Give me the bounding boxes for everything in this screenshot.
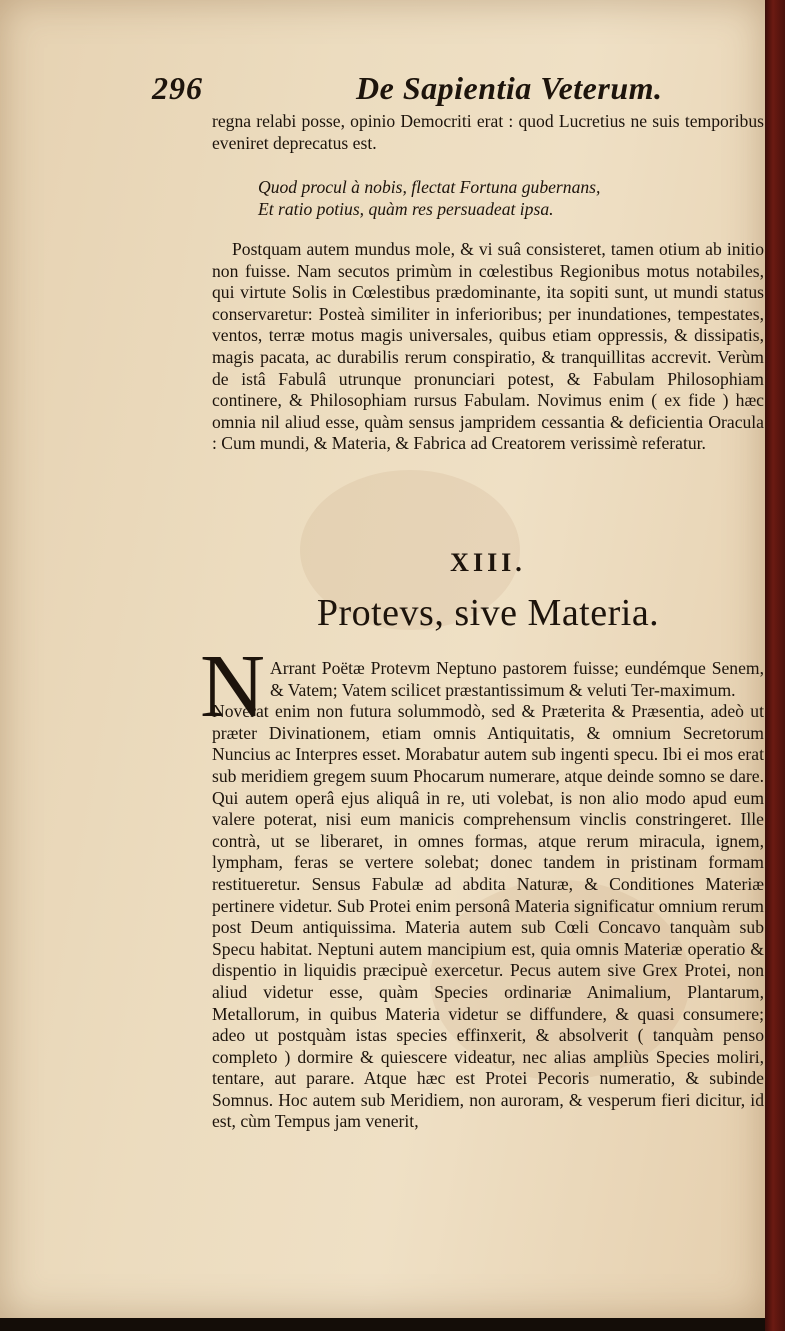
intro-paragraph: regna relabi posse, opinio Democriti erat : quod Lucretius ne suis temporibus eveniret deprecatus est. — [212, 111, 764, 153]
chapter-number: XIII. — [450, 548, 526, 577]
verse-line: Quod procul à nobis, flectat Fortuna gubernans, — [258, 177, 601, 197]
running-head: De Sapientia Veterum. — [356, 70, 663, 106]
chapter-title: Protevs, sive Materia. — [316, 592, 660, 634]
page-number: 296 — [152, 70, 203, 106]
verse-line: Et ratio potius, quàm res persuadeat ipsa. — [258, 199, 554, 219]
mundus-paragraph: Postquam autem mundus mole, & vi suâ consisteret, tamen otium ab initio non fuisse. Nam secutos primùm in cœlestibus Regionibus motus notabiles, qui virtute Solis in Cœlestibus prædominante, ita sopiti sunt, ut mundi status conservaretur: Posteà similiter in inferioribus; per inundationes, tempestates, ventos, terræ motus magis universales, quibus etiam oppressis, & dissipatis, magis pacata, ac durabilis rerum conspiratio, & tranquillitas accrevit. Verùm de istâ Fabulâ utrunque pronunciari potest, & Fabulam Philosophiam continere, & Philosophiam rursus Fabulam. Novimus enim ( ex fide ) hæc omnia nil aliud esse, quàm sensus jampridem cessantia & deficientia Oracula : Cum mundi, & Materia, & Fabrica ad Creatorem verissimè referatur. — [212, 239, 764, 454]
page-bottom-edge — [0, 1318, 765, 1331]
chapter-body-text: Noverat enim non futura solummodò, sed & Præterita & Præsentia, adeò ut præter Divinationem, etiam omnis Antiquitatis, & omnium Secretorum Nuncius ac Interpres esset. Morabatur autem sub ingenti specu. Ibi ei mos erat sub meridiem gregem suum Phocarum numerare, atque deinde somno se dare. Qui autem operâ ejus aliquâ in re, uti volebat, is non alio modo apud eum valere poterat, nisi eum manicis comprehensum vinclis constringeret. Ille contrà, ut se liberaret, in omnes formas, atque rerum miracula, ignem, lympham, feras se vertere solebat; donec tandem in pristinam formam restitueretur. Sensus Fabulæ ad abdita Naturæ, & Conditiones Materiæ pertinere videtur. Sub Protei enim personâ Materia significatur omnium rerum post Deum antiquissima. Materia autem sub Cœli Concavo tanquàm sub Specu habitat. Neptuni autem mancipium est, quia omnis Materiæ operatio & dispentio in liquidis præcipuè exercetur. Pecus autem sive Grex Protei, non aliud videtur esse, quàm Species ordinariæ Animalium, Plantarum, Metallorum, in quibus Materia videtur se diffundere, & quasi consumere; adeo ut postquàm istas species effinxerit, & absolverit ( tanquàm penso completo ) dormire & quiescere videatur, nec alias ampliùs Species moliri, tentare, aut parare. Atque hæc est Protei Pecoris numeratio, & subinde Somnus. Hoc autem sub Meridiem, non auroram, & vesperum fieri dicitur, id est, cùm Tempus jam venerit, — [212, 701, 764, 1132]
verse-quotation — [258, 176, 758, 220]
chapter-opening-text: Arrant Poëtæ Protevm Neptuno pastorem fuisse; eundémque Senem, & Vatem; Vatem scilicet præstantissimum & veluti Ter-maximum. — [270, 658, 764, 700]
book-spine — [765, 0, 785, 1331]
proteus-paragraph — [212, 658, 764, 1133]
drop-cap: N — [200, 637, 265, 736]
